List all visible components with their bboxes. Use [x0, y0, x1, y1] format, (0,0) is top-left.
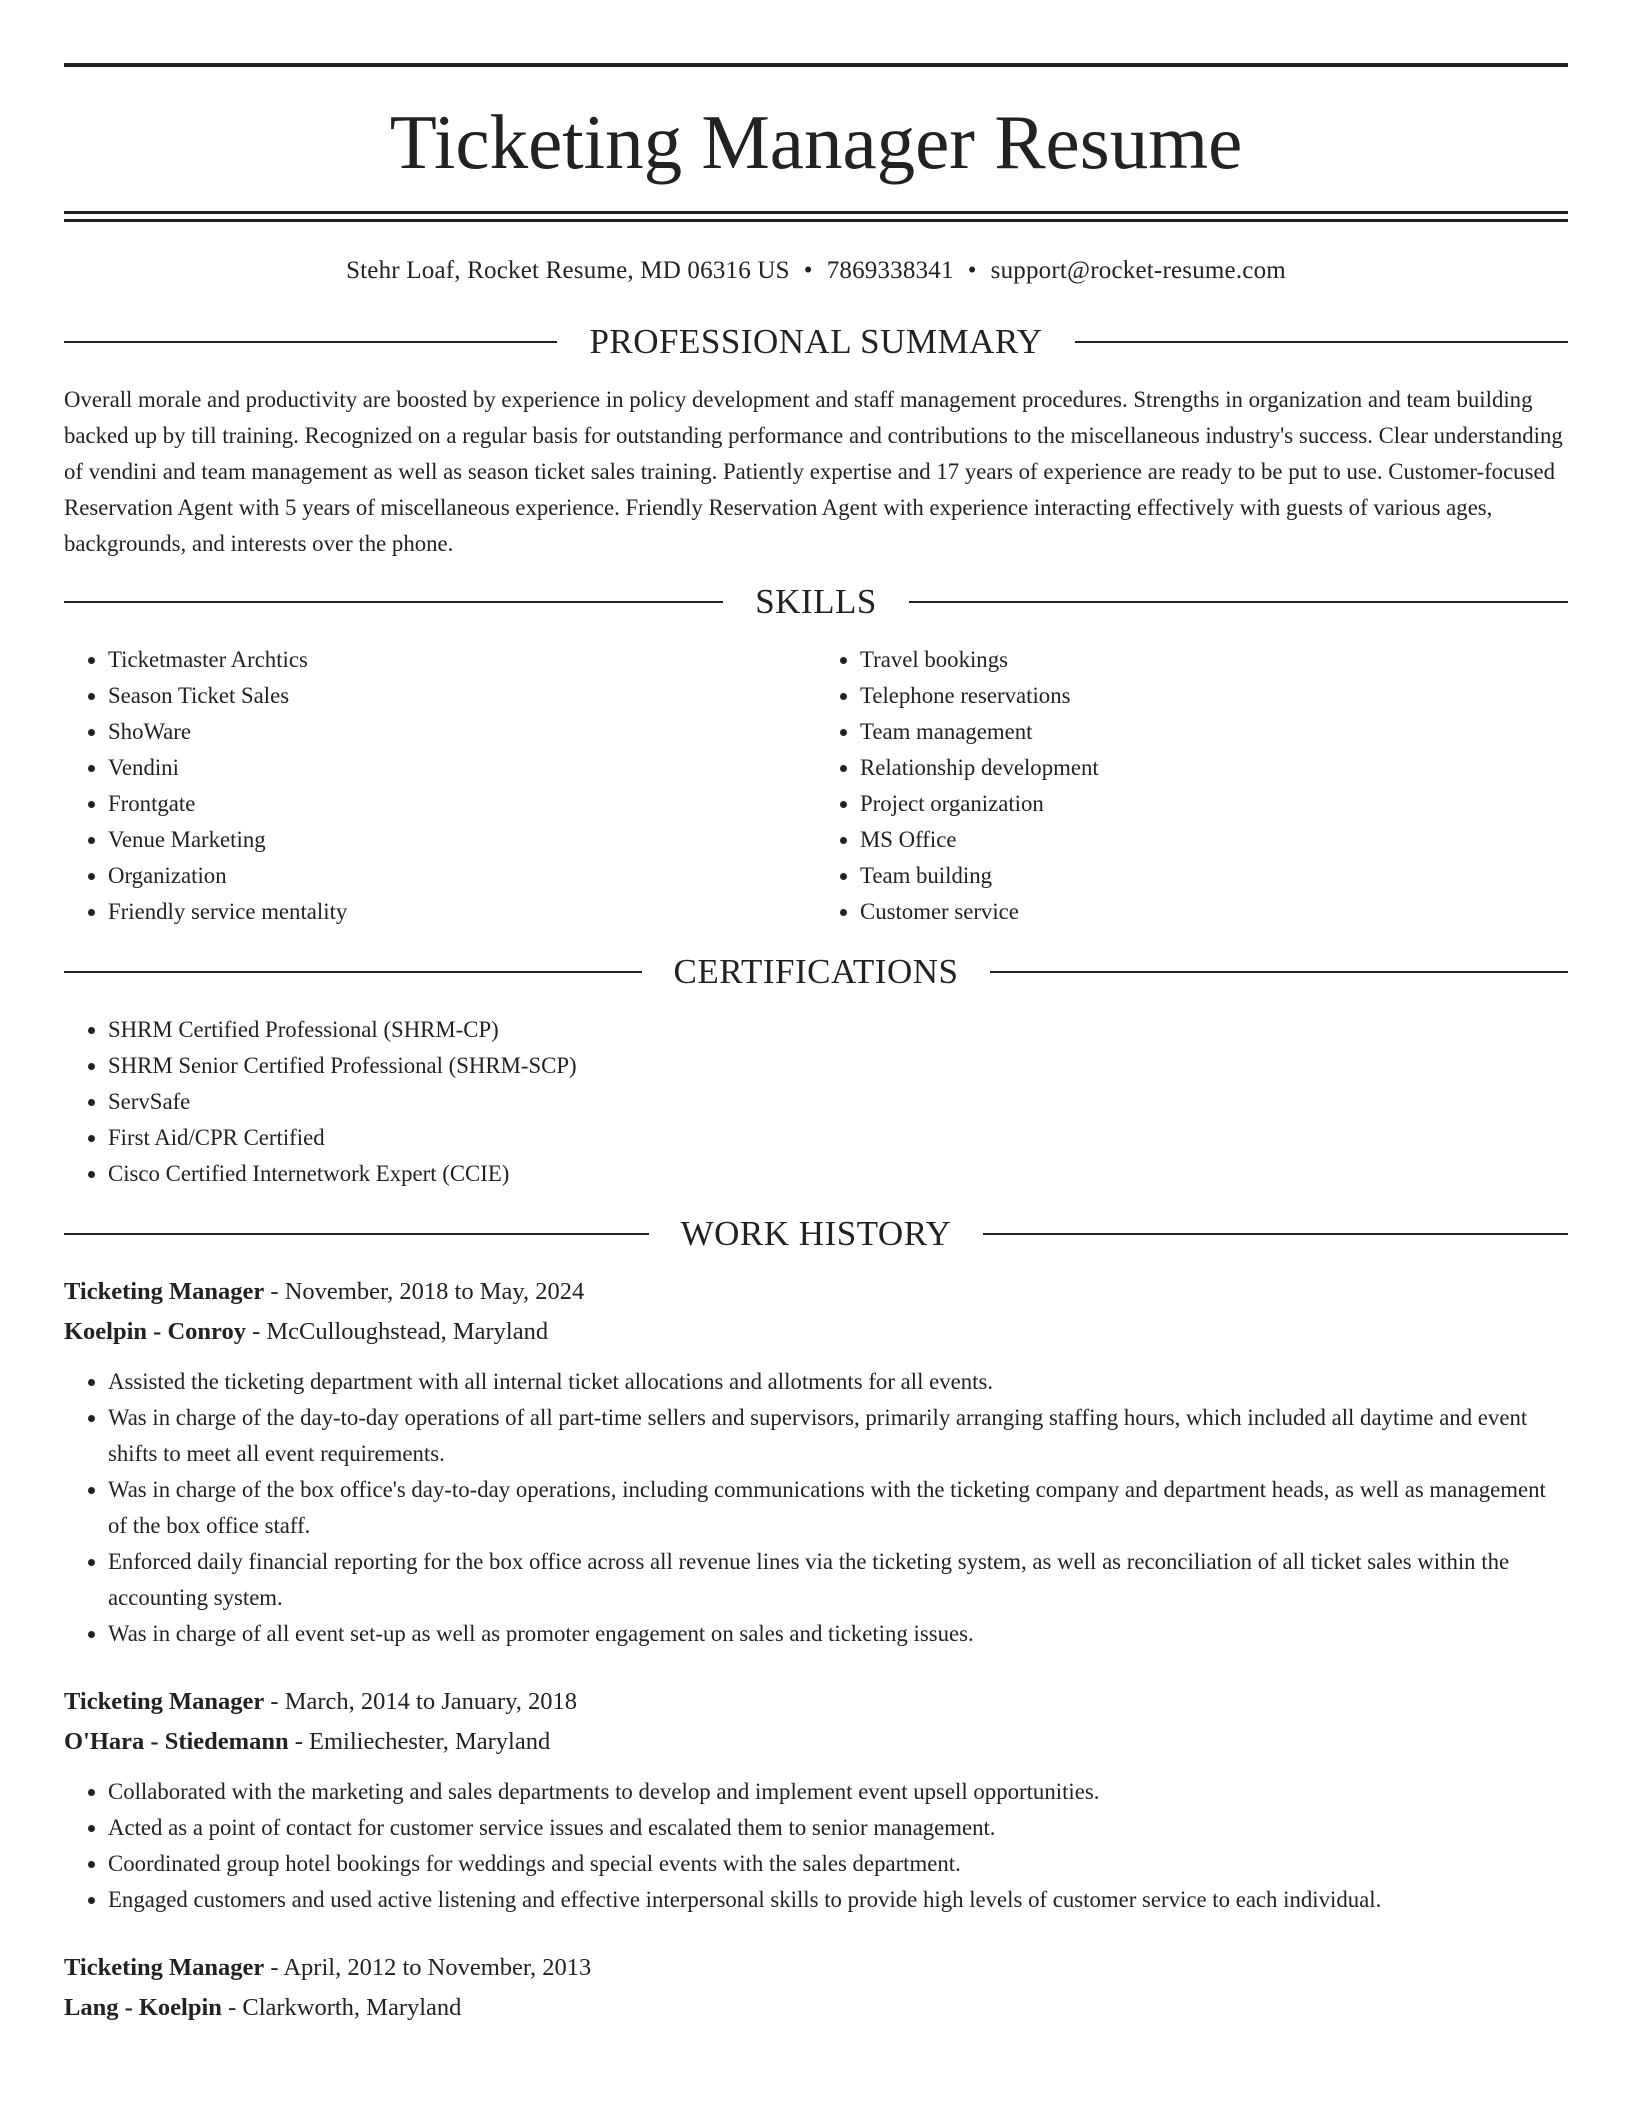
divider-line: [990, 971, 1568, 973]
contact-separator: •: [803, 257, 813, 284]
job-company-line: [64, 1312, 1568, 1352]
list-item: • Organization: [108, 858, 816, 894]
list-item: • Was in charge of the day-to-day operations of all part-time sellers and supervisors, primarily arranging staffing hours, which included all daytime and event shifts to meet all event requirements.: [108, 1400, 1568, 1472]
section-title: PROFESSIONAL SUMMARY: [589, 322, 1043, 361]
divider-line: [983, 1233, 1568, 1235]
list-item: • ShoWare: [108, 714, 816, 750]
divider-line: [1075, 341, 1568, 343]
job-bullets: [64, 1774, 1568, 1918]
job-location: - Emiliechester, Maryland: [288, 1728, 551, 1755]
list-item: • MS Office: [860, 822, 1568, 858]
job-title-line: [64, 1272, 1568, 1312]
list-item: • Collaborated with the marketing and sales departments to develop and implement event upsell opportunities.: [108, 1774, 1568, 1810]
list-item: • Season Ticket Sales: [108, 678, 816, 714]
list-item: • Assisted the ticketing department with all internal ticket allocations and allotments for all events.: [108, 1364, 1568, 1400]
summary-paragraph: Overall morale and productivity are boosted by experience in policy development and staff management procedures. Strengths in organization and team building backed up by till training. Recognized on a regular basis for outstanding performance and contributions to the miscellaneous industry's success. Clear understanding of vendini and team management as well as season ticket sales training. Patiently expertise and 17 years of experience are ready to be put to use. Customer-focused Reservation Agent with 5 years of miscellaneous experience. Friendly Reservation Agent with experience interacting effectively with guests of various ages, backgrounds, and interests over the phone.: [64, 387, 1563, 556]
divider-line: [64, 971, 642, 973]
list-item: • Project organization: [860, 786, 1568, 822]
resume-page: [64, 0, 1568, 2028]
list-item: • Was in charge of all event set-up as well as promoter engagement on sales and ticketing issues.: [108, 1616, 1568, 1652]
divider-line: [64, 601, 723, 603]
job-title-line: [64, 1948, 1568, 1988]
job-title-line: [64, 1682, 1568, 1722]
list-item: • Vendini: [108, 750, 816, 786]
job-company-line: [64, 1722, 1568, 1762]
skills-list-left: [64, 642, 816, 930]
job-company: O'Hara - Stiedemann: [64, 1728, 289, 1755]
list-item: • Was in charge of the box office's day-to-day operations, including communications with the ticketing company and department heads, as well as management of the box office staff.: [108, 1472, 1568, 1544]
list-item: • Friendly service mentality: [108, 894, 816, 930]
skills-list-right: [816, 642, 1568, 930]
list-item: • Coordinated group hotel bookings for weddings and special events with the sales department.: [108, 1846, 1568, 1882]
job-title: Ticketing Manager: [64, 1278, 265, 1305]
list-item: • Relationship development: [860, 750, 1568, 786]
job-company: Koelpin - Conroy: [64, 1318, 246, 1345]
list-item: • Enforced daily financial reporting for the box office across all revenue lines via the ticketing system, as well as reconciliation of all ticket sales within the accounting system.: [108, 1544, 1568, 1616]
list-item: • Acted as a point of contact for customer service issues and escalated them to senior management.: [108, 1810, 1568, 1846]
list-item: • Customer service: [860, 894, 1568, 930]
section-heading-summary: [64, 322, 1568, 362]
job-company: Lang - Koelpin: [64, 1994, 222, 2021]
list-item: • SHRM Senior Certified Professional (SHRM-SCP): [108, 1048, 1568, 1084]
list-item: • Venue Marketing: [108, 822, 816, 858]
divider-line: [64, 1233, 649, 1235]
contact-separator: •: [967, 257, 977, 284]
list-item: • Travel bookings: [860, 642, 1568, 678]
section-title: CERTIFICATIONS: [673, 952, 959, 991]
job-company-line: [64, 1988, 1568, 2028]
job-bullets: [64, 1364, 1568, 1652]
list-item: • First Aid/CPR Certified: [108, 1120, 1568, 1156]
job-title: Ticketing Manager: [64, 1688, 265, 1715]
job-entry: [64, 1948, 1568, 2028]
contact-phone: 7869338341: [826, 257, 954, 284]
divider-line: [64, 341, 557, 343]
section-heading-skills: [64, 582, 1568, 622]
contact-line: [64, 256, 1568, 286]
job-entry: [64, 1682, 1568, 1918]
section-title: WORK HISTORY: [680, 1214, 952, 1253]
list-item: • SHRM Certified Professional (SHRM-CP): [108, 1012, 1568, 1048]
list-item: • Team management: [860, 714, 1568, 750]
contact-email: support@rocket-resume.com: [990, 257, 1286, 284]
certifications-list: [64, 1012, 1568, 1192]
divider-line: [909, 601, 1568, 603]
list-item: • Ticketmaster Archtics: [108, 642, 816, 678]
title-double-rule: [64, 211, 1568, 222]
job-dates: - March, 2014 to January, 2018: [264, 1688, 578, 1715]
contact-address: Stehr Loaf, Rocket Resume, MD 06316 US: [346, 257, 790, 284]
section-heading-certifications: [64, 952, 1568, 992]
list-item: • Telephone reservations: [860, 678, 1568, 714]
list-item: • ServSafe: [108, 1084, 1568, 1120]
skills-grid: [64, 642, 1568, 930]
list-item: • Frontgate: [108, 786, 816, 822]
job-title: Ticketing Manager: [64, 1954, 265, 1981]
list-item: • Engaged customers and used active listening and effective interpersonal skills to provide high levels of customer service to each individual.: [108, 1882, 1568, 1918]
job-location: - McCulloughstead, Maryland: [245, 1318, 549, 1345]
page-title: Ticketing Manager Resume: [389, 99, 1243, 185]
section-title: SKILLS: [755, 582, 877, 621]
list-item: • Team building: [860, 858, 1568, 894]
job-dates: - November, 2018 to May, 2024: [264, 1278, 585, 1305]
job-dates: - April, 2012 to November, 2013: [264, 1954, 592, 1981]
top-rule: [64, 63, 1568, 67]
job-entry: [64, 1272, 1568, 1652]
job-location: - Clarkworth, Maryland: [221, 1994, 462, 2021]
section-heading-work-history: [64, 1214, 1568, 1254]
list-item: • Cisco Certified Internetwork Expert (CCIE): [108, 1156, 1568, 1192]
